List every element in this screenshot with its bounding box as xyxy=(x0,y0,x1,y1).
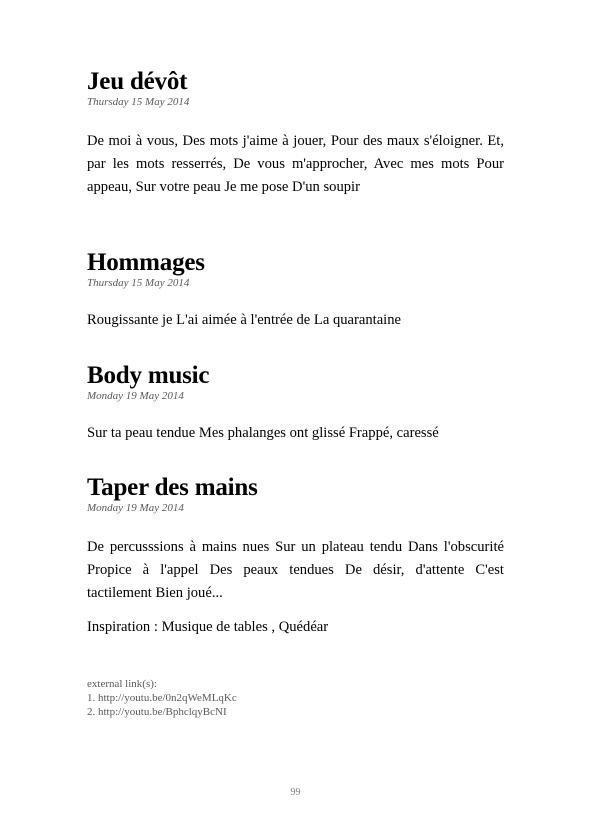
entry-date: Monday 19 May 2014 xyxy=(87,502,184,514)
entry-taper-des-mains xyxy=(87,474,504,639)
entry-title: Taper des mains xyxy=(87,474,258,501)
entry-body: Rougissante je L'ai aimée à l'entrée de La quarantaine xyxy=(87,312,402,328)
entry-body: De percusssions à mains nues Sur un plateau tendu Dans l'obscurité Propice à l'appel Des peaux tendues De désir, d'attente C'est tactilement Bien joué... xyxy=(87,539,504,601)
entry-title: Hommages xyxy=(87,249,205,276)
entry-title: Body music xyxy=(87,362,210,389)
entry-body-music xyxy=(87,362,504,445)
external-links xyxy=(87,677,504,719)
external-link[interactable]: 2. http://youtu.be/BphclqyBcNI xyxy=(87,706,227,718)
entry-inspiration-note: Inspiration : Musique de tables , Quédéar xyxy=(87,619,329,635)
entry-date: Thursday 15 May 2014 xyxy=(87,277,190,289)
entry-date: Monday 19 May 2014 xyxy=(87,390,184,402)
entry-date: Thursday 15 May 2014 xyxy=(87,96,190,108)
external-link[interactable]: 1. http://youtu.be/0n2qWeMLqKc xyxy=(87,692,237,704)
external-links-heading: external link(s): xyxy=(87,678,157,690)
entry-body: De moi à vous, Des mots j'aime à jouer, Pour des maux s'éloigner. Et, par les mots resserrés, De vous m'approcher, Avec mes mots Pour appeau, Sur votre peau Je me pose D'un soupir xyxy=(87,133,504,195)
entry-jeu-devot xyxy=(87,68,504,199)
page-number: 99 xyxy=(290,787,301,798)
entry-body: Sur ta peau tendue Mes phalanges ont glissé Frappé, caressé xyxy=(87,425,439,441)
entry-title: Jeu dévôt xyxy=(87,68,188,95)
entry-hommages xyxy=(87,249,504,332)
